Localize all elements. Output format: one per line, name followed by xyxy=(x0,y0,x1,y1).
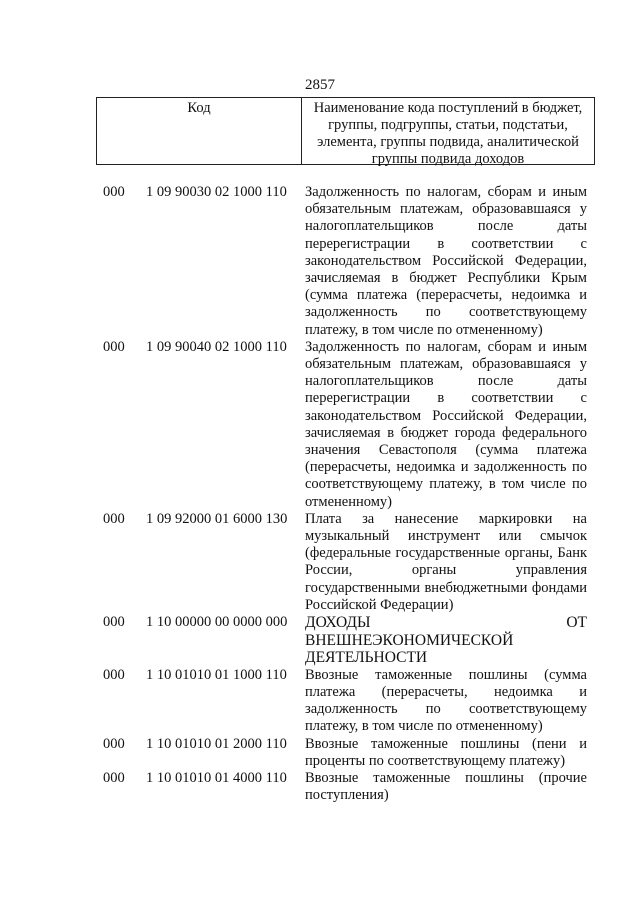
revenue-description: Задолженность по налогам, сборам и иным обязательным платежам, образовавшаяся у налогоплательщиков после даты перерегистрации в соответствии с законодательством Российской Федерации, зачисляемая в бюджет города федерального значения Севастополя (сумма платежа (перерасчеты, недоимка и задолженность по соответствующему платежу, в том числе по отмененному) xyxy=(305,338,587,510)
revenue-description: Задолженность по налогам, сборам и иным обязательным платежам, образовавшаяся у налогоплательщиков после даты перерегистрации в соответствии с законодательством Российской Федерации, зачисляемая в бюджет Республики Крым (сумма платежа (перерасчеты, недоимка и задолженность по соответствующему платежу, в том числе по отмененному) xyxy=(305,184,587,338)
revenue-section-heading: ДОХОДЫ ОТ ВНЕШНЕЭКОНОМИЧЕСКОЙ ДЕЯТЕЛЬНОСТИ xyxy=(305,614,587,667)
revenue-code: 1 09 92000 01 6000 130 xyxy=(146,510,288,527)
revenue-code: 1 10 01010 01 2000 110 xyxy=(146,735,287,752)
revenue-description: Плата за нанесение маркировки на музыкальный инструмент или смычок (федеральные государственные органы, Банк России, органы управления государственными внебюджетными фондами Российской Федерации) xyxy=(305,510,587,613)
admin-code: 000 xyxy=(103,184,125,200)
revenue-code: 1 09 90030 02 1000 110 xyxy=(146,184,287,200)
page-number: 2857 xyxy=(305,77,335,93)
revenue-description: Ввозные таможенные пошлины (прочие поступления) xyxy=(305,770,587,804)
admin-code: 000 xyxy=(103,510,125,527)
admin-code: 000 xyxy=(103,338,125,355)
table-row xyxy=(0,736,640,770)
table-row xyxy=(0,511,640,614)
revenue-description: Ввозные таможенные пошлины (пени и проценты по соответствующему платежу) xyxy=(305,735,587,769)
column-header-code: Код xyxy=(97,98,302,164)
revenue-code: 1 10 00000 00 0000 000 xyxy=(146,614,288,631)
table-row xyxy=(0,667,640,736)
admin-code: 000 xyxy=(103,735,125,752)
table-row xyxy=(0,614,640,667)
revenue-code: 1 10 01010 01 4000 110 xyxy=(146,770,287,787)
revenue-description: Ввозные таможенные пошлины (сумма платежа (перерасчеты, недоимка и задолженность по соответствующему платежу, в том числе по отмененному) xyxy=(305,666,587,735)
admin-code: 000 xyxy=(103,614,125,631)
admin-code: 000 xyxy=(103,666,125,683)
table-header xyxy=(96,97,595,165)
admin-code: 000 xyxy=(103,770,125,787)
table-row xyxy=(0,184,640,339)
column-header-name: Наименование кода поступлений в бюджет, группы, подгруппы, статьи, подстатьи, элемента, группы подвида, аналитической группы подвида доходов xyxy=(313,100,583,167)
revenue-code: 1 09 90040 02 1000 110 xyxy=(146,338,287,355)
table-row xyxy=(0,770,640,804)
revenue-code: 1 10 01010 01 1000 110 xyxy=(146,666,287,683)
revenue-code-list xyxy=(0,184,640,804)
table-row xyxy=(0,339,640,511)
